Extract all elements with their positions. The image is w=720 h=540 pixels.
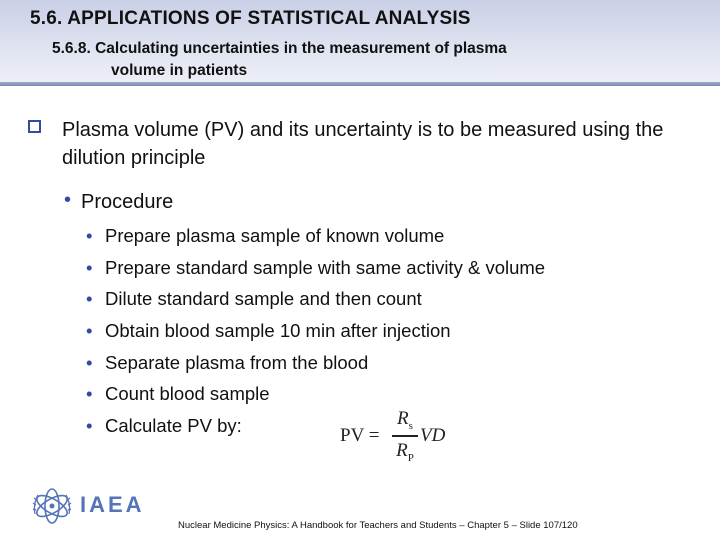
procedure-label: Procedure (81, 191, 174, 213)
formula-lhs: PV = (340, 425, 380, 446)
list-item (86, 318, 545, 350)
fraction-bar (392, 435, 418, 437)
iaea-logo-icon (30, 484, 74, 528)
list-item (86, 350, 545, 382)
main-bullet (28, 116, 698, 172)
list-item (86, 286, 545, 318)
formula-denominator: $R_P$ (396, 440, 414, 464)
pv-formula (340, 408, 460, 470)
bullet-dot-icon: • (86, 288, 93, 310)
iaea-logo-text: IAEA (80, 492, 145, 517)
slide-subtitle (52, 38, 507, 82)
procedure-heading (64, 191, 173, 214)
step-text: Calculate PV by: (105, 415, 242, 437)
slide-footer: Nuclear Medicine Physics: A Handbook for Teachers and Students – Chapter 5 – Slide 107/120 (178, 520, 578, 531)
list-item (86, 255, 545, 287)
main-bullet-text: Plasma volume (PV) and its uncertainty is to be measured using the dilution principle (62, 119, 664, 169)
bullet-dot-icon: • (64, 189, 72, 211)
step-text: Count blood sample (105, 383, 270, 405)
slide-title: 5.6. APPLICATIONS OF STATISTICAL ANALYSIS (30, 8, 471, 29)
step-text: Obtain blood sample 10 min after injection (105, 320, 451, 342)
step-text: Separate plasma from the blood (105, 351, 369, 373)
list-item (86, 223, 545, 255)
checkbox-bullet-icon (28, 120, 41, 133)
slide-header (0, 0, 720, 86)
subtitle-line-1: 5.6.8. Calculating uncertainties in the measurement of plasma (52, 40, 507, 57)
list-item (86, 381, 545, 413)
step-text: Prepare plasma sample of known volume (105, 225, 445, 246)
bullet-dot-icon: • (86, 383, 93, 405)
bullet-dot-icon: • (86, 320, 93, 342)
step-text: Dilute standard sample and then count (105, 288, 422, 310)
procedure-steps (86, 223, 545, 445)
step-text: Prepare standard sample with same activity & volume (105, 256, 546, 278)
bullet-dot-icon: • (86, 256, 93, 278)
list-item (86, 413, 545, 445)
formula-numerator: $R_s$ (397, 408, 413, 432)
formula-rhs: VD (420, 425, 446, 446)
bullet-dot-icon: • (86, 225, 93, 246)
bullet-dot-icon: • (86, 351, 93, 373)
bullet-dot-icon: • (86, 415, 93, 437)
subtitle-line-2: volume in patients (111, 62, 248, 79)
